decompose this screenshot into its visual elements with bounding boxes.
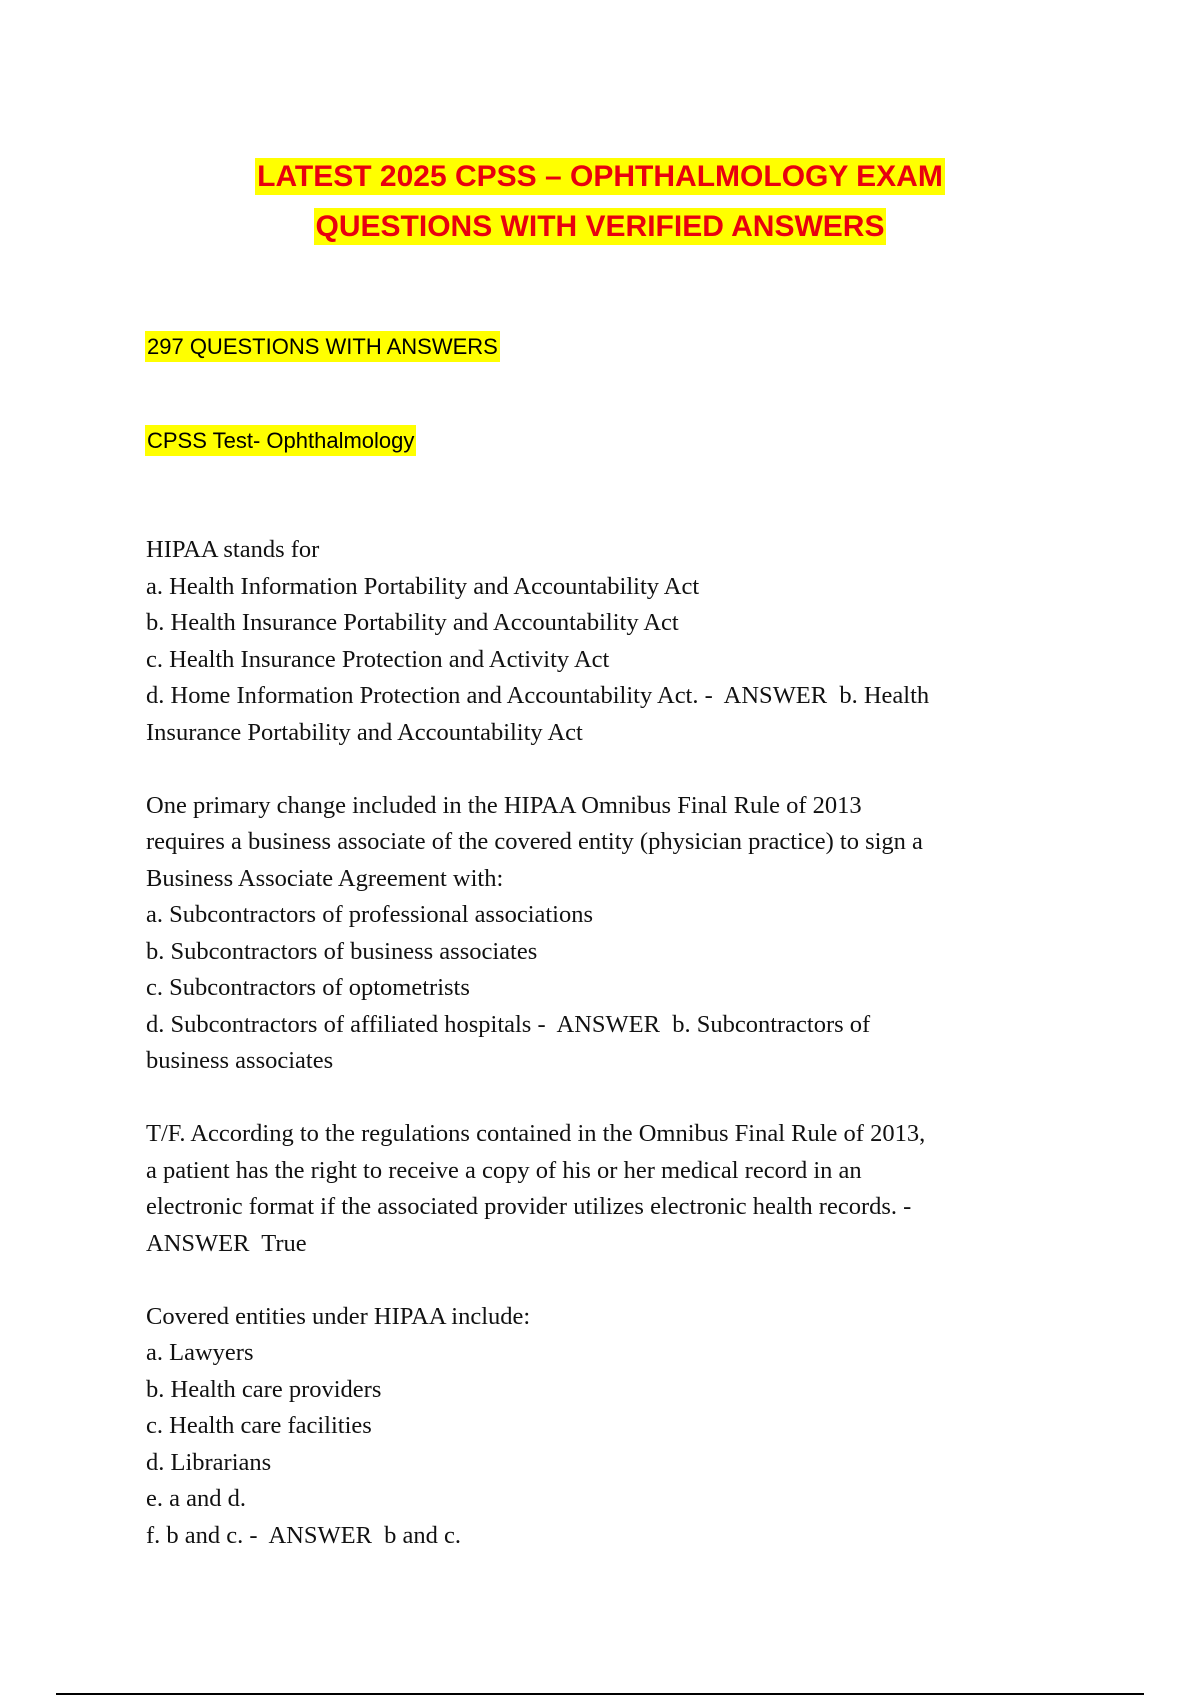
footer-divider <box>56 1693 1144 1695</box>
title-line-2: QUESTIONS WITH VERIFIED ANSWERS <box>315 210 885 243</box>
question-text: HIPAA stands for <box>146 536 320 563</box>
question-line: d. Subcontractors of affiliated hospitals - ANSWER b. Subcontractors of <box>146 1010 871 1038</box>
question-line: b. Health care providers <box>146 1375 382 1403</box>
question-line: electronic format if the associated provider utilizes electronic health records. - <box>146 1193 912 1220</box>
question-block <box>146 1299 1066 1555</box>
question-block <box>146 1116 1066 1262</box>
document-title <box>0 152 1200 252</box>
question-line: a. Health Information Portability and Accountability Act <box>146 572 700 600</box>
question-line: c. Health Insurance Protection and Activity Act <box>146 645 610 673</box>
question-block <box>146 532 1066 751</box>
question-line: f. b and c. - ANSWER b and c. <box>146 1521 462 1549</box>
title-line-1: LATEST 2025 CPSS – OPHTHALMOLOGY EXAM <box>257 160 943 193</box>
question-line: c. Subcontractors of optometrists <box>146 974 470 1001</box>
question-line: b. Subcontractors of business associates <box>146 937 538 965</box>
question-text: One primary change included in the HIPAA Omnibus Final Rule of 2013 <box>146 791 862 819</box>
question-line: Business Associate Agreement with: <box>146 864 504 892</box>
question-line: business associates <box>146 1047 334 1074</box>
question-line: ANSWER True <box>146 1229 307 1257</box>
question-line: Insurance Portability and Accountability Act <box>146 718 583 746</box>
question-line: e. a and d. <box>146 1485 246 1512</box>
question-line: d. Librarians <box>146 1448 272 1476</box>
question-block <box>146 788 1066 1080</box>
questions-list <box>146 532 1066 1591</box>
question-count-label: 297 QUESTIONS WITH ANSWERS <box>145 334 500 360</box>
question-text: T/F. According to the regulations contained in the Omnibus Final Rule of 2013, <box>146 1120 926 1147</box>
question-line: a. Subcontractors of professional associations <box>146 901 594 928</box>
question-line: requires a business associate of the covered entity (physician practice) to sign a <box>146 828 923 855</box>
question-line: b. Health Insurance Portability and Accountability Act <box>146 609 679 636</box>
question-line: a. Lawyers <box>146 1339 254 1366</box>
question-line: a patient has the right to receive a copy of his or her medical record in an <box>146 1156 862 1184</box>
question-line: d. Home Information Protection and Accountability Act. - ANSWER b. Health <box>146 682 930 709</box>
test-name-label: CPSS Test- Ophthalmology <box>145 428 416 454</box>
question-text: Covered entities under HIPAA include: <box>146 1302 531 1330</box>
question-line: c. Health care facilities <box>146 1412 372 1439</box>
